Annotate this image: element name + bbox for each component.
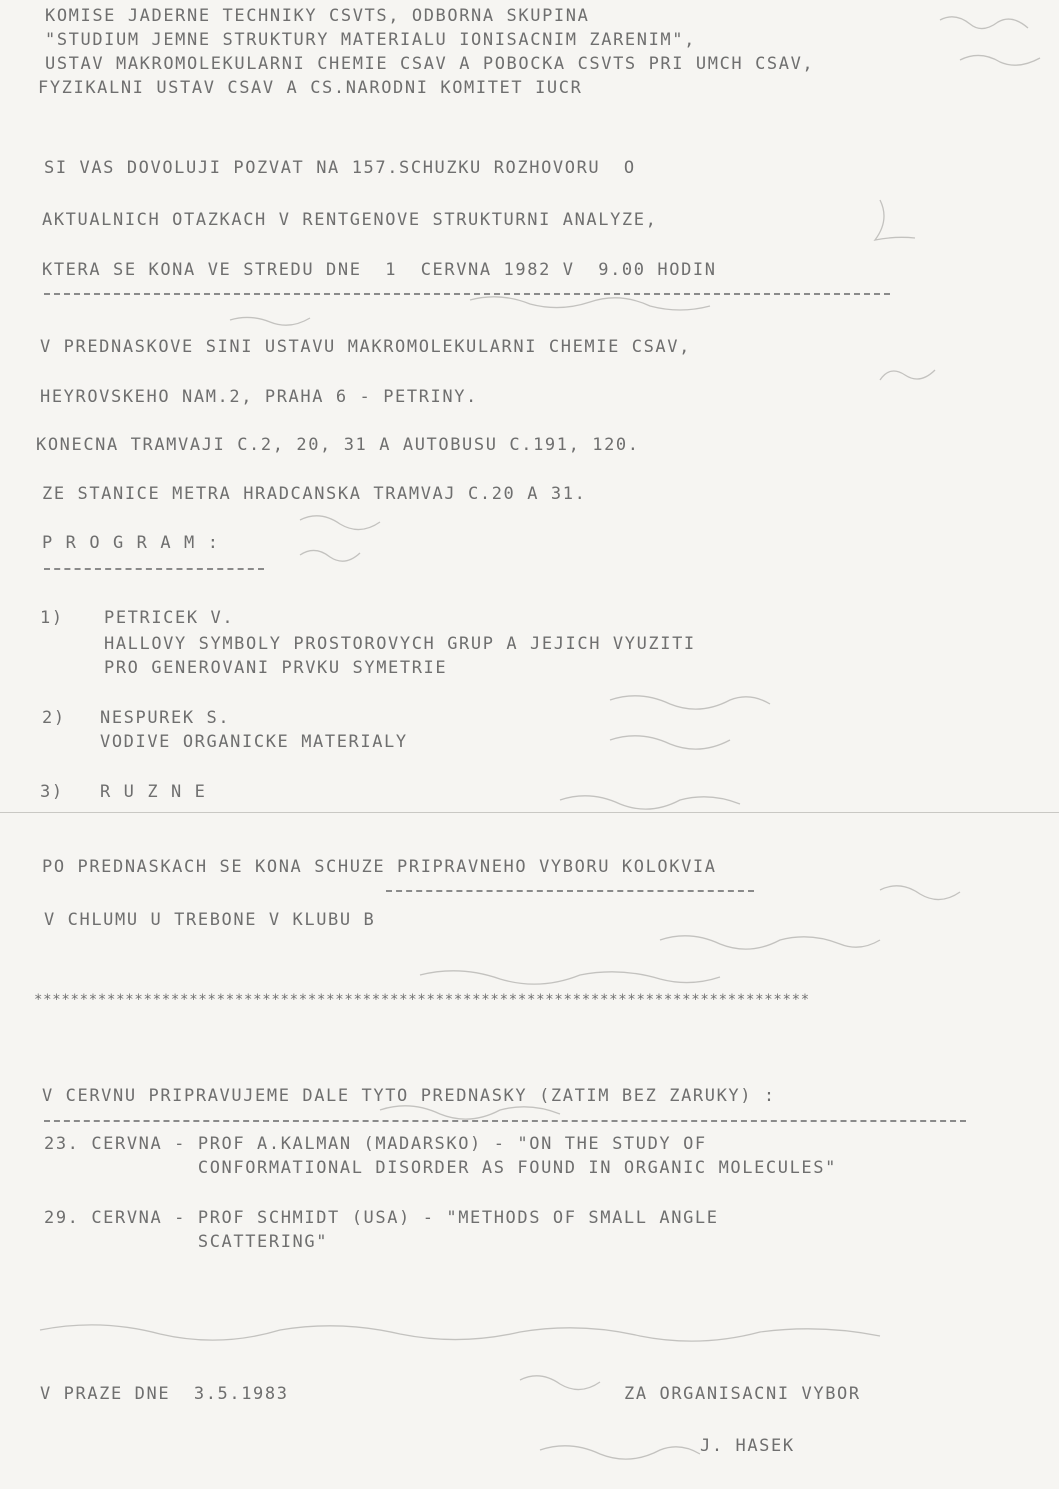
program-item-3-title: R U Z N E bbox=[100, 782, 207, 802]
place-and-date: V PRAZE DNE 3.5.1983 bbox=[40, 1384, 289, 1404]
program-item-3-number: 3) bbox=[40, 782, 64, 802]
lecture-2-line-2: SCATTERING" bbox=[44, 1232, 329, 1252]
signatory-name: J. HASEK bbox=[700, 1436, 795, 1456]
paper-fold-line bbox=[0, 812, 1059, 813]
upcoming-heading: V CERVNU PRIPRAVUJEME DALE TYTO PREDNASKY (ZATIM BEZ ZARUKY) : bbox=[42, 1086, 776, 1106]
program-item-2-number: 2) bbox=[42, 708, 66, 728]
header-line-2: "STUDIUM JEMNE STRUKTURY MATERIALU IONISACNIM ZARENIM", bbox=[45, 30, 696, 50]
organizing-committee: ZA ORGANISACNI VYBOR bbox=[624, 1384, 861, 1404]
meeting-line-2: V CHLUMU U TREBONE V KLUBU B bbox=[44, 910, 376, 930]
program-heading-underline bbox=[44, 568, 264, 570]
header-line-1: KOMISE JADERNE TECHNIKY CSVTS, ODBORNA SKUPINA bbox=[45, 6, 590, 26]
location-line-2: HEYROVSKEHO NAM.2, PRAHA 6 - PETRINY. bbox=[40, 387, 478, 407]
invitation-underline bbox=[44, 293, 890, 295]
invitation-line-1: SI VAS DOVOLUJI POZVAT NA 157.SCHUZKU ROZHOVORU O bbox=[44, 158, 636, 178]
lecture-1-line-2: CONFORMATIONAL DISORDER AS FOUND IN ORGANIC MOLECULES" bbox=[44, 1158, 837, 1178]
program-item-2-title: VODIVE ORGANICKE MATERIALY bbox=[100, 732, 408, 752]
star-separator: ************************************************************************************* bbox=[34, 992, 810, 1008]
meeting-line-1: PO PREDNASKACH SE KONA SCHUZE PRIPRAVNEHO VYBORU KOLOKVIA bbox=[42, 857, 717, 877]
program-heading: P R O G R A M : bbox=[42, 533, 220, 553]
program-item-2-speaker: NESPUREK S. bbox=[100, 708, 231, 728]
program-item-1-number: 1) bbox=[40, 608, 64, 628]
header-line-3: USTAV MAKROMOLEKULARNI CHEMIE CSAV A POBOCKA CSVTS PRI UMCH CSAV, bbox=[45, 54, 815, 74]
header-line-4: FYZIKALNI USTAV CSAV A CS.NARODNI KOMITET IUCR bbox=[38, 78, 583, 98]
upcoming-underline bbox=[44, 1120, 966, 1122]
lecture-1-line-1: 23. CERVNA - PROF A.KALMAN (MADARSKO) - "ON THE STUDY OF bbox=[44, 1134, 707, 1154]
program-item-1-speaker: PETRICEK V. bbox=[104, 608, 235, 628]
location-line-4: ZE STANICE METRA HRADCANSKA TRAMVAJ C.20 A 31. bbox=[42, 484, 587, 504]
location-line-1: V PREDNASKOVE SINI USTAVU MAKROMOLEKULARNI CHEMIE CSAV, bbox=[40, 337, 691, 357]
lecture-2-line-1: 29. CERVNA - PROF SCHMIDT (USA) - "METHODS OF SMALL ANGLE bbox=[44, 1208, 719, 1228]
meeting-underline bbox=[386, 890, 754, 892]
invitation-line-3: KTERA SE KONA VE STREDU DNE 1 CERVNA 1982 V 9.00 HODIN bbox=[42, 260, 717, 280]
program-item-1-title-2: PRO GENEROVANI PRVKU SYMETRIE bbox=[104, 658, 448, 678]
program-item-1-title-1: HALLOVY SYMBOLY PROSTOROVYCH GRUP A JEJICH VYUZITI bbox=[104, 634, 696, 654]
invitation-line-2: AKTUALNICH OTAZKACH V RENTGENOVE STRUKTURNI ANALYZE, bbox=[42, 210, 658, 230]
location-line-3: KONECNA TRAMVAJI C.2, 20, 31 A AUTOBUSU C.191, 120. bbox=[36, 435, 640, 455]
